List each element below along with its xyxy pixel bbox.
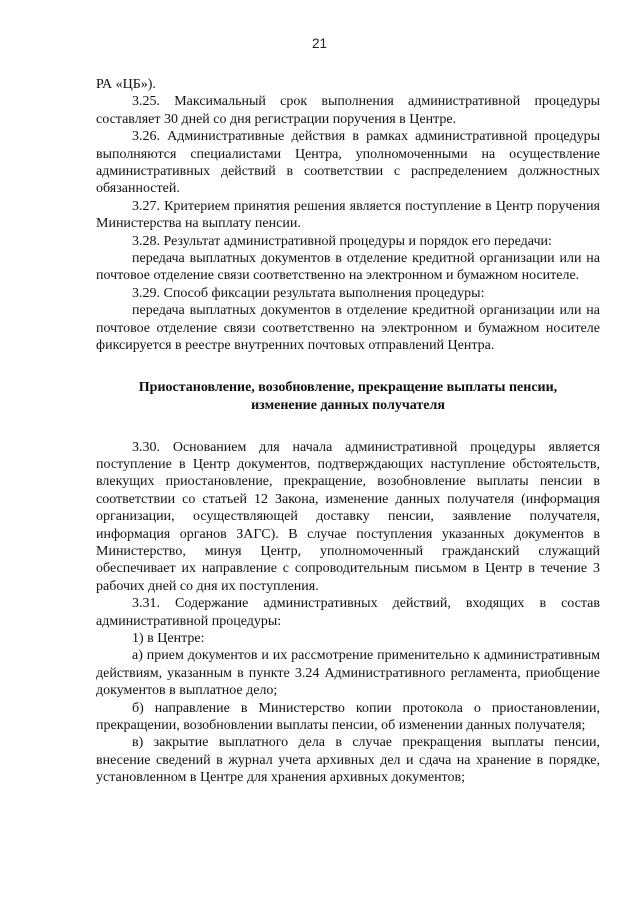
paragraph-3-28-text: передача выплатных документов в отделение кредитной организации или на почтовое отделение связи соответственно на электронном и бумажном носителе. xyxy=(96,251,600,284)
paragraph-3-31-a: а) прием документов и их рассмотрение применительно к административным действиям, указанным в пункте 3.24 Административного регламента, приобщение документов в выплатное дело; xyxy=(96,648,600,699)
paragraph-3-28: 3.28. Результат административной процедуры и порядок его передачи: xyxy=(132,233,552,249)
paragraph-continuation: РА «ЦБ»). xyxy=(96,77,156,92)
paragraph-3-31-1: 1) в Центре: xyxy=(132,630,205,646)
paragraph-3-25: 3.25. Максимальный срок выполнения административной процедуры составляет 30 дней со дня регистрации поручения в Центре. xyxy=(96,94,600,127)
paragraph-3-31-b: б) направление в Министерство копии протокола о приостановлении, прекращении, возобновлении выплаты пенсии, об изменении данных получателя; xyxy=(96,700,600,733)
paragraph-3-31-v: в) закрытие выплатного дела в случае прекращения выплаты пенсии, внесение сведений в журнал учета архивных дел и сдача на хранение в порядке, установленном в Центре для хранения архивных документов; xyxy=(96,735,600,786)
section-heading-line-2: изменение данных получателя xyxy=(251,397,445,413)
paragraph-3-30: 3.30. Основанием для начала административной процедуры является поступление в Центр документов, подтверждающих наступление обстоятельств, влекущих приостановление, прекращение, возобновление выплаты пенсии в соответствии со статьей 12 Закона, изменение данных получателя (информация организации, осуществляющей доставку пенсии, заявление получателя, информация органов ЗАГС). В случае поступления указанных документов в Министерство, минуя Центр, уполномоченный гражданский служащий обеспечивает их направление с сопроводительным письмом в Центр в течение 3 рабочих дней со дня их поступления. xyxy=(96,439,600,594)
paragraph-3-29: 3.29. Способ фиксации результата выполнения процедуры: xyxy=(132,285,485,301)
page-number: 21 xyxy=(311,36,328,51)
paragraph-3-27: 3.27. Критерием принятия решения является поступление в Центр поручения Министерства на выплату пенсии. xyxy=(96,198,600,232)
paragraph-3-26: 3.26. Административные действия в рамках административной процедуры выполняются специалистами Центра, уполномоченными на осуществление административных действий в соответствии с распределением должностных обязанностей. xyxy=(96,129,600,197)
paragraph-3-31: 3.31. Содержание административных действий, входящих в состав административной процедуры: xyxy=(96,596,600,629)
section-after-heading xyxy=(96,439,600,787)
section-before-heading xyxy=(96,76,600,355)
paragraph-3-29-text: передача выплатных документов в отделение кредитной организации или на почтовое отделение связи соответственно на электронном и бумажном носителе фиксируется в реестре внутренних почтовых отправлений Центра. xyxy=(96,303,600,354)
section-heading-line-1: Приостановление, возобновление, прекращение выплаты пенсии, xyxy=(138,379,558,395)
section-heading xyxy=(96,379,600,415)
document-body xyxy=(96,76,600,787)
